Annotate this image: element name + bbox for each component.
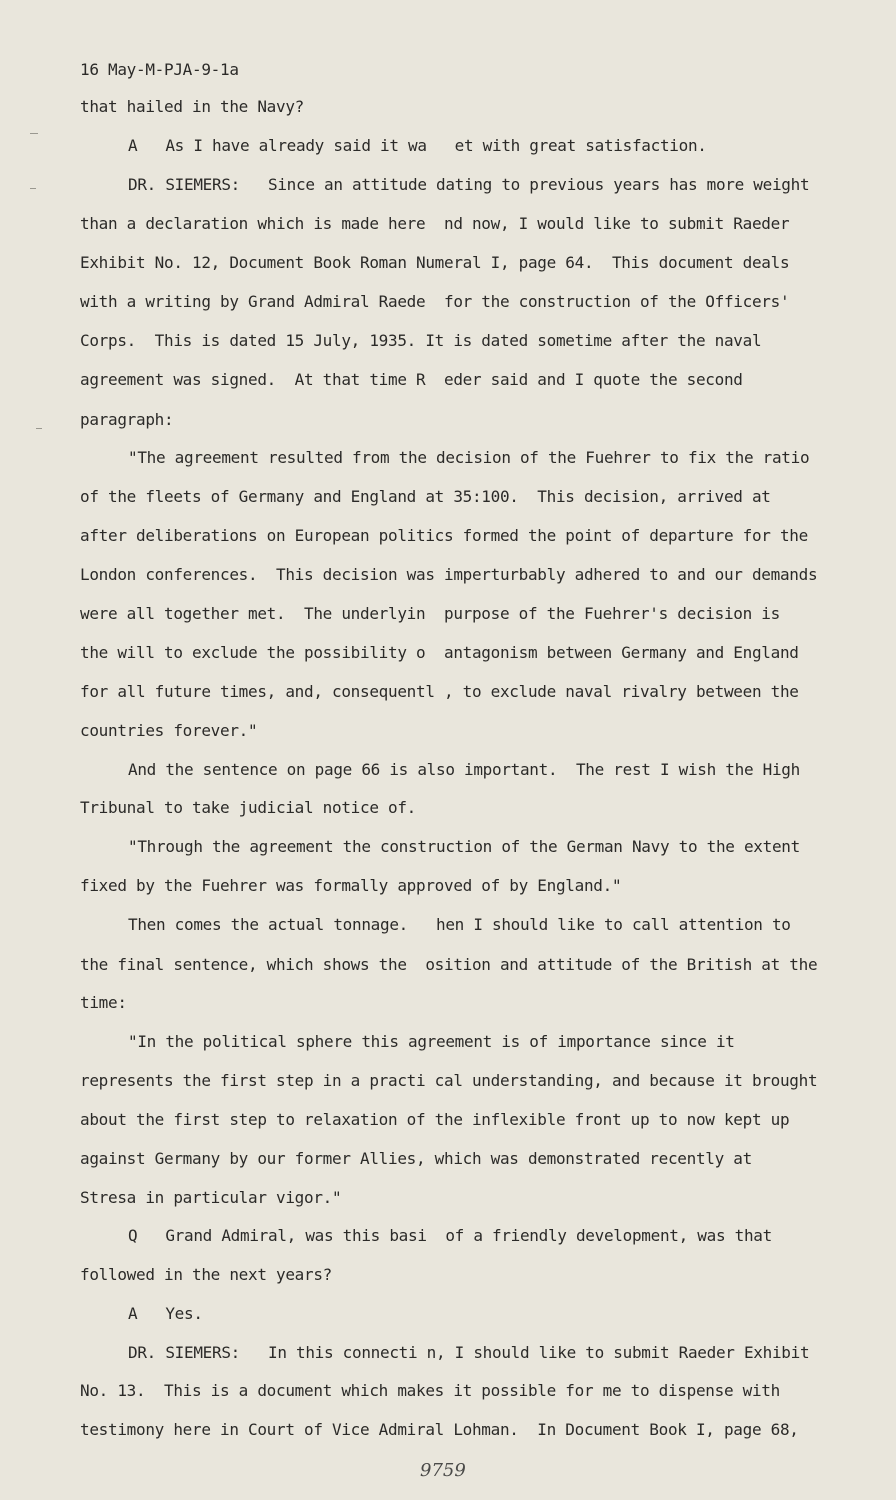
text-line: A As I have already said it wa et with great satisfaction. [128,136,707,155]
text-line: of the fleets of Germany and England at 35:100. This decision, arrived at [80,487,771,506]
margin-mark [30,188,36,189]
text-line: And the sentence on page 66 is also important. The rest I wish the High [128,760,800,779]
text-line: Corps. This is dated 15 July, 1935. It is dated sometime after the naval [80,331,762,350]
text-line: time: [80,993,127,1012]
margin-mark [30,133,38,134]
text-line: agreement was signed. At that time R eder said and I quote the second [80,370,743,389]
text-line: that hailed in the Navy? [80,97,304,116]
text-line: with a writing by Grand Admiral Raede for the construction of the Officers' [80,292,790,311]
text-line: against Germany by our former Allies, which was demonstrated recently at [80,1149,752,1168]
text-line: represents the first step in a practi cal understanding, and because it brought [80,1071,818,1090]
text-line: Then comes the actual tonnage. hen I should like to call attention to [128,915,791,934]
text-line: Tribunal to take judicial notice of. [80,798,416,817]
text-line: DR. SIEMERS: Since an attitude dating to previous years has more weight [128,175,810,194]
margin-mark [36,428,42,429]
text-line: testimony here in Court of Vice Admiral Lohman. In Document Book I, page 68, [80,1420,799,1439]
text-line: DR. SIEMERS: In this connecti n, I should like to submit Raeder Exhibit [128,1343,810,1362]
text-line: "In the political sphere this agreement is of importance since it [128,1032,735,1051]
text-line: were all together met. The underlyin purpose of the Fuehrer's decision is [80,604,780,623]
text-line: paragraph: [80,410,174,429]
text-line: followed in the next years? [80,1265,332,1284]
text-line: after deliberations on European politics formed the point of departure for the [80,526,808,545]
text-line: Q Grand Admiral, was this basi of a friendly development, was that [128,1226,772,1245]
text-line: London conferences. This decision was imperturbably adhered to and our demands [80,565,818,584]
page-header: 16 May-M-PJA-9-1a [80,60,239,79]
text-line: the will to exclude the possibility o antagonism between Germany and England [80,643,799,662]
text-line: the final sentence, which shows the osition and attitude of the British at the [80,955,818,974]
text-line: than a declaration which is made here nd now, I would like to submit Raeder [80,214,790,233]
text-line: No. 13. This is a document which makes it possible for me to dispense with [80,1381,780,1400]
text-line: about the first step to relaxation of the inflexible front up to now kept up [80,1110,790,1129]
text-line: "The agreement resulted from the decision of the Fuehrer to fix the ratio [128,448,810,467]
text-line: countries forever." [80,721,258,740]
text-line: Exhibit No. 12, Document Book Roman Numeral I, page 64. This document deals [80,253,790,272]
text-line: fixed by the Fuehrer was formally approved of by England." [80,876,622,895]
text-line: Stresa in particular vigor." [80,1188,342,1207]
text-line: A Yes. [128,1304,203,1323]
page-number: 9759 [420,1460,466,1481]
text-line: for all future times, and, consequentl , to exclude naval rivalry between the [80,682,799,701]
text-line: "Through the agreement the construction of the German Navy to the extent [128,837,800,856]
